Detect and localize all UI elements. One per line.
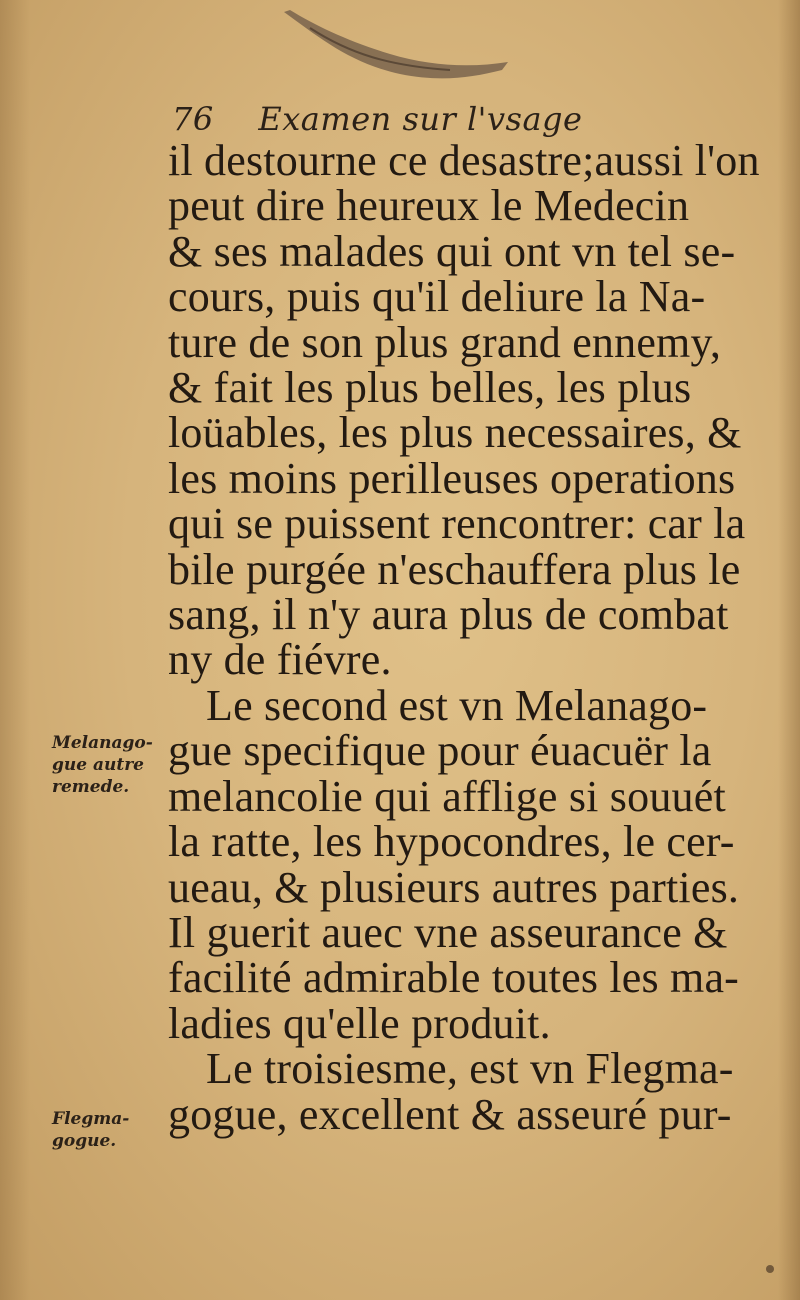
page-shadow-left [0,0,30,1300]
marginal-note-melanagogue [52,732,153,798]
text-line: cours, puis qu'il deliure la Na- [168,272,706,322]
text-line: melancolie qui afflige si souuét [168,771,726,821]
paragraph-start-line: Le second est vn Melanago- [206,680,708,730]
marginal-note-line: gue autre [52,755,144,775]
text-line: gue specifique pour éuacuër la [168,726,712,776]
paragraph-start-line: Le troisiesme, est vn Flegma- [206,1044,734,1094]
running-title: Examen sur l'vsage [258,100,583,138]
text-line: Il guerit auec vne asseurance & [168,907,728,957]
marginal-note-flegmagogue [52,1108,129,1152]
text-line: gogue, excellent & asseuré pur- [168,1089,732,1139]
text-line: ladies qu'elle produit. [168,998,551,1048]
text-line: ueau, & plusieurs autres parties. [168,862,740,912]
body-text [168,136,760,1139]
marginal-note-line: Flegma- [52,1109,130,1129]
marginal-note-line: gogue. [52,1131,117,1151]
text-line: loüables, les plus necessaires, & [168,408,742,458]
text-line: ture de son plus grand ennemy, [168,317,722,367]
text-line: peut dire heureux le Medecin [168,181,690,231]
text-line: ny de fiévre. [168,635,392,685]
text-line: les moins perilleuses operations [168,453,736,503]
paper-tear-mark [280,8,520,88]
text-line: facilité admirable toutes les ma- [168,953,740,1003]
text-line: bile purgée n'eschauffera plus le [168,544,741,594]
text-line: la ratte, les hypocondres, le cer- [168,817,735,867]
marginal-note-line: remede. [52,777,130,797]
marginal-note-line: Melanago- [52,733,153,753]
text-line: il destourne ce desastre;aussi l'on [168,136,760,185]
text-line: sang, il n'y aura plus de combat [168,590,729,640]
running-head [172,100,582,138]
text-line: qui se puissent rencontrer: car la [168,499,746,549]
text-line: & fait les plus belles, les plus [168,363,692,413]
text-line: & ses malades qui ont vn tel se- [168,226,736,276]
ink-speck [766,1265,774,1273]
page-shadow-right [778,0,800,1300]
page-number: 76 [172,100,214,138]
